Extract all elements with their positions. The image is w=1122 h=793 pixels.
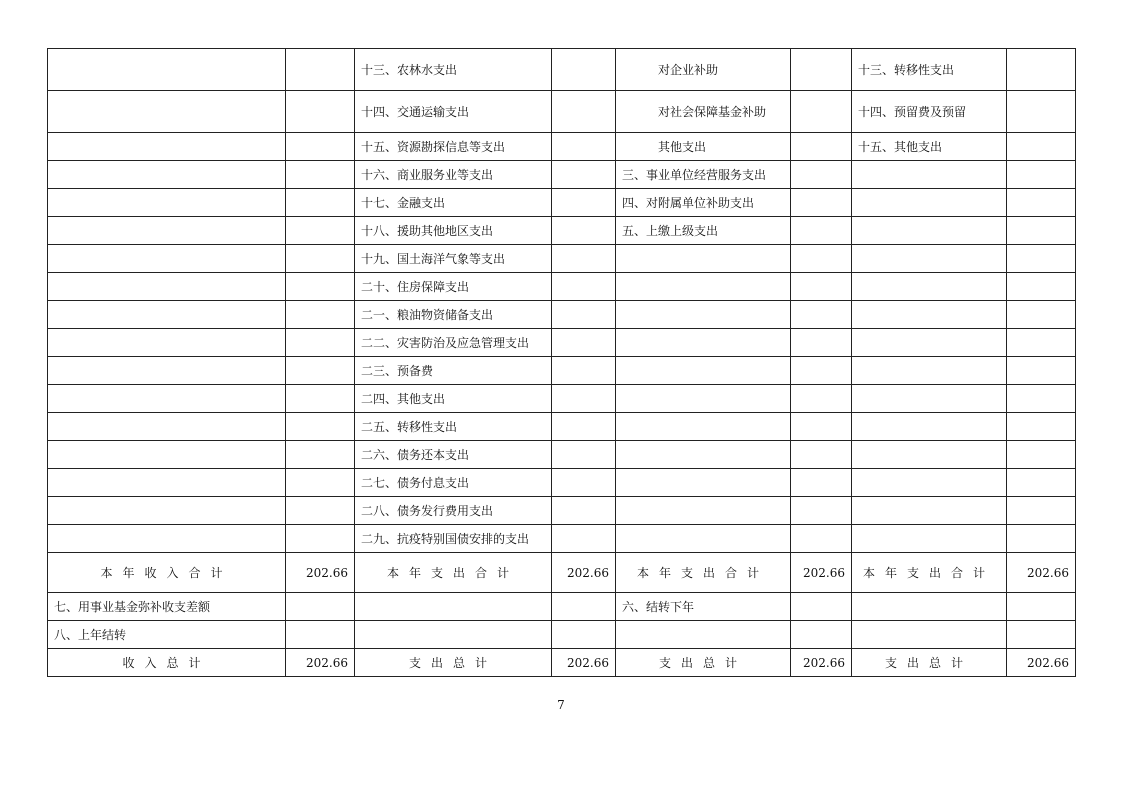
expense-gov-economic-amount-cell: [1007, 91, 1076, 133]
grand-expense-total-value: 202.66: [552, 649, 616, 677]
expense-economic-item-cell: [616, 441, 791, 469]
expense-economic-item-cell: [616, 301, 791, 329]
income-item-cell: [48, 133, 286, 161]
grand-income-total-label: 收入总计: [48, 649, 286, 677]
income-amount-cell: [286, 441, 355, 469]
income-item-cell: [48, 217, 286, 245]
table-row: [48, 217, 1076, 245]
expense-economic-amount-cell: [791, 91, 852, 133]
grand-expense-total-label: 支出总计: [616, 649, 791, 677]
expense-gov-economic-item-cell: [852, 497, 1007, 525]
expense-gov-economic-item-cell: [852, 301, 1007, 329]
expense-economic-item-cell: [616, 413, 791, 441]
expense-function-item-cell: 十三、农林水支出: [355, 49, 552, 91]
expense-function-item-cell: [355, 593, 552, 621]
income-item-cell: [48, 245, 286, 273]
income-item-cell: [48, 329, 286, 357]
expense-economic-item-cell: 其他支出: [616, 133, 791, 161]
expense-function-item-cell: 十八、援助其他地区支出: [355, 217, 552, 245]
income-item-cell: [48, 441, 286, 469]
expense-function-amount-cell: [552, 273, 616, 301]
income-item-cell: [48, 469, 286, 497]
expense-economic-amount-cell: [791, 161, 852, 189]
expense-function-item-cell: 十七、金融支出: [355, 189, 552, 217]
expense-economic-item-cell: [616, 385, 791, 413]
expense-economic-item-cell: [616, 329, 791, 357]
expense-economic-amount-cell: [791, 133, 852, 161]
table-row: [48, 593, 1076, 621]
income-amount-cell: [286, 301, 355, 329]
annual-expense-total-label: 本年支出合计: [852, 553, 1007, 593]
income-item-cell: [48, 301, 286, 329]
expense-function-amount-cell: [552, 441, 616, 469]
table-row: [48, 245, 1076, 273]
expense-function-item-cell: 二十、住房保障支出: [355, 273, 552, 301]
income-item-cell: [48, 413, 286, 441]
income-item-cell: [48, 357, 286, 385]
table-row: [48, 49, 1076, 91]
expense-gov-economic-item-cell: [852, 189, 1007, 217]
expense-economic-amount-cell: [791, 497, 852, 525]
income-amount-cell: [286, 273, 355, 301]
table-row: [48, 469, 1076, 497]
expense-economic-item-cell: 六、结转下年: [616, 593, 791, 621]
expense-gov-economic-item-cell: [852, 329, 1007, 357]
expense-gov-economic-amount-cell: [1007, 217, 1076, 245]
expense-function-item-cell: 十六、商业服务业等支出: [355, 161, 552, 189]
expense-economic-item-cell: [616, 621, 791, 649]
expense-function-item-cell: 十九、国土海洋气象等支出: [355, 245, 552, 273]
expense-gov-economic-amount-cell: [1007, 497, 1076, 525]
income-amount-cell: [286, 413, 355, 441]
expense-gov-economic-amount-cell: [1007, 161, 1076, 189]
income-item-cell: [48, 49, 286, 91]
income-amount-cell: [286, 525, 355, 553]
expense-economic-item-cell: 五、上缴上级支出: [616, 217, 791, 245]
expense-gov-economic-item-cell: [852, 525, 1007, 553]
grand-expense-total-value: 202.66: [1007, 649, 1076, 677]
expense-function-item-cell: 二八、债务发行费用支出: [355, 497, 552, 525]
income-amount-cell: [286, 469, 355, 497]
income-item-cell: [48, 161, 286, 189]
expense-economic-amount-cell: [791, 593, 852, 621]
expense-gov-economic-amount-cell: [1007, 133, 1076, 161]
expense-function-amount-cell: [552, 525, 616, 553]
annual-expense-total-value: 202.66: [552, 553, 616, 593]
expense-function-amount-cell: [552, 621, 616, 649]
expense-function-amount-cell: [552, 413, 616, 441]
expense-gov-economic-item-cell: [852, 245, 1007, 273]
expense-gov-economic-amount-cell: [1007, 357, 1076, 385]
expense-function-item-cell: 二六、债务还本支出: [355, 441, 552, 469]
expense-function-amount-cell: [552, 91, 616, 133]
expense-economic-amount-cell: [791, 217, 852, 245]
expense-economic-amount-cell: [791, 357, 852, 385]
grand-expense-total-label: 支出总计: [355, 649, 552, 677]
annual-income-total-label: 本年收入合计: [48, 553, 286, 593]
expense-function-amount-cell: [552, 329, 616, 357]
grand-expense-total-value: 202.66: [791, 649, 852, 677]
expense-gov-economic-amount-cell: [1007, 329, 1076, 357]
table-row: [48, 161, 1076, 189]
expense-economic-amount-cell: [791, 413, 852, 441]
expense-economic-item-cell: 对企业补助: [616, 49, 791, 91]
expense-function-item-cell: 二五、转移性支出: [355, 413, 552, 441]
expense-gov-economic-amount-cell: [1007, 49, 1076, 91]
income-item-cell: [48, 91, 286, 133]
expense-function-amount-cell: [552, 301, 616, 329]
annual-income-total-value: 202.66: [286, 553, 355, 593]
annual-expense-total-value: 202.66: [1007, 553, 1076, 593]
expense-economic-amount-cell: [791, 301, 852, 329]
expense-gov-economic-item-cell: [852, 621, 1007, 649]
expense-gov-economic-amount-cell: [1007, 301, 1076, 329]
income-amount-cell: [286, 245, 355, 273]
table-row: [48, 273, 1076, 301]
expense-gov-economic-item-cell: [852, 385, 1007, 413]
table-row: [48, 91, 1076, 133]
expense-gov-economic-amount-cell: [1007, 245, 1076, 273]
table-row: [48, 413, 1076, 441]
income-item-cell: [48, 525, 286, 553]
income-amount-cell: [286, 621, 355, 649]
annual-expense-total-value: 202.66: [791, 553, 852, 593]
income-amount-cell: [286, 497, 355, 525]
expense-function-item-cell: 二四、其他支出: [355, 385, 552, 413]
expense-gov-economic-item-cell: [852, 441, 1007, 469]
expense-gov-economic-amount-cell: [1007, 593, 1076, 621]
page-number: 7: [557, 698, 565, 712]
expense-economic-amount-cell: [791, 621, 852, 649]
expense-function-item-cell: 二九、抗疫特别国债安排的支出: [355, 525, 552, 553]
budget-table: [47, 48, 1076, 677]
income-item-cell: [48, 189, 286, 217]
table-row: [48, 525, 1076, 553]
annual-total-row: [48, 553, 1076, 593]
expense-economic-item-cell: [616, 245, 791, 273]
expense-function-amount-cell: [552, 385, 616, 413]
expense-gov-economic-item-cell: 十五、其他支出: [852, 133, 1007, 161]
income-item-cell: 八、上年结转: [48, 621, 286, 649]
expense-gov-economic-amount-cell: [1007, 413, 1076, 441]
expense-gov-economic-item-cell: [852, 357, 1007, 385]
annual-expense-total-label: 本年支出合计: [355, 553, 552, 593]
expense-function-item-cell: 二七、债务付息支出: [355, 469, 552, 497]
expense-gov-economic-amount-cell: [1007, 385, 1076, 413]
expense-function-item-cell: 十四、交通运输支出: [355, 91, 552, 133]
expense-economic-amount-cell: [791, 245, 852, 273]
income-amount-cell: [286, 189, 355, 217]
expense-economic-item-cell: 四、对附属单位补助支出: [616, 189, 791, 217]
income-item-cell: [48, 385, 286, 413]
expense-economic-amount-cell: [791, 525, 852, 553]
expense-economic-amount-cell: [791, 385, 852, 413]
income-amount-cell: [286, 161, 355, 189]
expense-function-amount-cell: [552, 497, 616, 525]
income-amount-cell: [286, 49, 355, 91]
expense-economic-item-cell: [616, 469, 791, 497]
expense-function-amount-cell: [552, 593, 616, 621]
expense-gov-economic-item-cell: [852, 593, 1007, 621]
expense-gov-economic-amount-cell: [1007, 469, 1076, 497]
grand-income-total-value: 202.66: [286, 649, 355, 677]
expense-function-item-cell: 二二、灾害防治及应急管理支出: [355, 329, 552, 357]
income-amount-cell: [286, 593, 355, 621]
expense-gov-economic-item-cell: [852, 469, 1007, 497]
table-row: [48, 385, 1076, 413]
table-row: [48, 301, 1076, 329]
grand-expense-total-label: 支出总计: [852, 649, 1007, 677]
expense-economic-amount-cell: [791, 441, 852, 469]
income-item-cell: [48, 273, 286, 301]
expense-economic-item-cell: 对社会保障基金补助: [616, 91, 791, 133]
expense-function-item-cell: 二三、预备费: [355, 357, 552, 385]
expense-economic-amount-cell: [791, 49, 852, 91]
income-amount-cell: [286, 329, 355, 357]
annual-expense-total-label: 本年支出合计: [616, 553, 791, 593]
expense-function-amount-cell: [552, 469, 616, 497]
expense-function-amount-cell: [552, 245, 616, 273]
income-item-cell: [48, 497, 286, 525]
expense-gov-economic-item-cell: [852, 273, 1007, 301]
table-row: [48, 497, 1076, 525]
income-amount-cell: [286, 385, 355, 413]
expense-gov-economic-amount-cell: [1007, 273, 1076, 301]
table-row: [48, 329, 1076, 357]
income-amount-cell: [286, 357, 355, 385]
expense-gov-economic-item-cell: [852, 217, 1007, 245]
expense-gov-economic-amount-cell: [1007, 525, 1076, 553]
expense-function-item-cell: 二一、粮油物资储备支出: [355, 301, 552, 329]
expense-economic-amount-cell: [791, 329, 852, 357]
expense-gov-economic-item-cell: [852, 161, 1007, 189]
expense-economic-amount-cell: [791, 469, 852, 497]
expense-gov-economic-item-cell: [852, 413, 1007, 441]
expense-economic-item-cell: 三、事业单位经营服务支出: [616, 161, 791, 189]
expense-economic-item-cell: [616, 357, 791, 385]
table-row: [48, 357, 1076, 385]
expense-economic-item-cell: [616, 273, 791, 301]
expense-function-item-cell: 十五、资源勘探信息等支出: [355, 133, 552, 161]
expense-function-amount-cell: [552, 217, 616, 245]
expense-gov-economic-amount-cell: [1007, 441, 1076, 469]
income-item-cell: 七、用事业基金弥补收支差额: [48, 593, 286, 621]
expense-economic-amount-cell: [791, 273, 852, 301]
expense-function-item-cell: [355, 621, 552, 649]
income-amount-cell: [286, 217, 355, 245]
income-amount-cell: [286, 133, 355, 161]
expense-gov-economic-amount-cell: [1007, 621, 1076, 649]
expense-economic-item-cell: [616, 525, 791, 553]
expense-gov-economic-item-cell: 十四、预留费及预留: [852, 91, 1007, 133]
expense-function-amount-cell: [552, 133, 616, 161]
expense-gov-economic-item-cell: 十三、转移性支出: [852, 49, 1007, 91]
table-row: [48, 441, 1076, 469]
table-row: [48, 621, 1076, 649]
expense-function-amount-cell: [552, 189, 616, 217]
table-row: [48, 189, 1076, 217]
expense-economic-amount-cell: [791, 189, 852, 217]
grand-total-row: [48, 649, 1076, 677]
expense-function-amount-cell: [552, 161, 616, 189]
income-amount-cell: [286, 91, 355, 133]
expense-function-amount-cell: [552, 357, 616, 385]
expense-function-amount-cell: [552, 49, 616, 91]
expense-gov-economic-amount-cell: [1007, 189, 1076, 217]
expense-economic-item-cell: [616, 497, 791, 525]
table-row: [48, 133, 1076, 161]
